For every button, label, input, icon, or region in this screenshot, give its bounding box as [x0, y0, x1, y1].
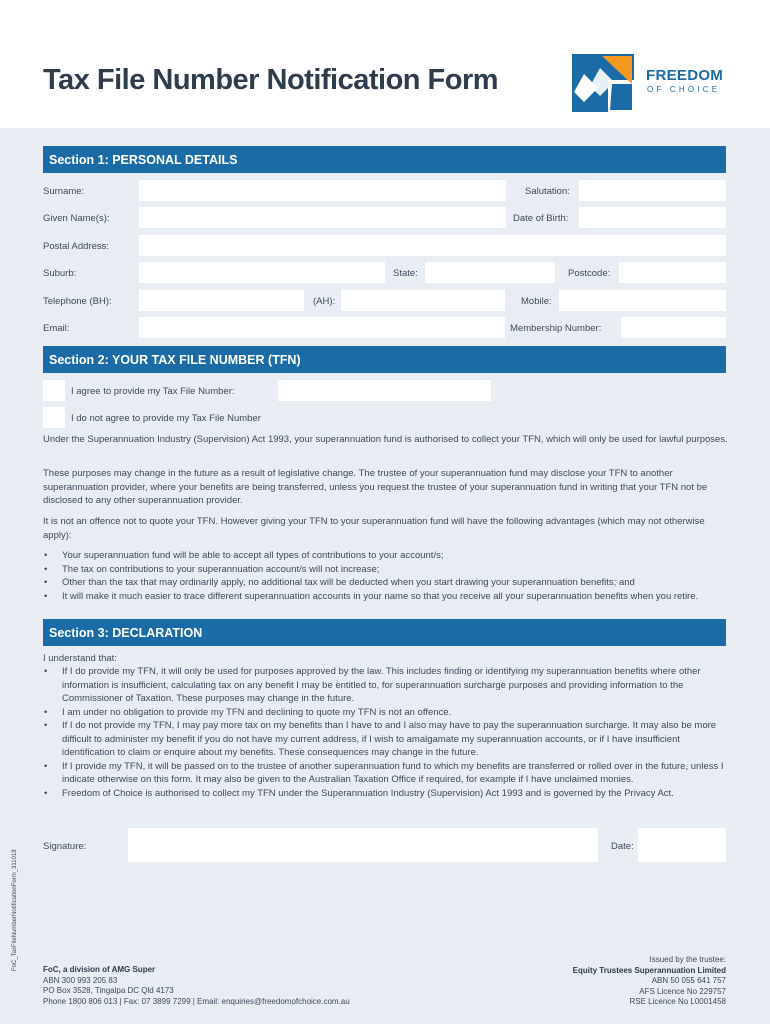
telephone-field[interactable]	[139, 290, 304, 311]
email-label: Email:	[43, 323, 70, 334]
logo-tagline: OF CHOICE	[647, 85, 721, 94]
list-item: • If I provide my TFN, it will be passed on to the trustee of another superannuation fund to which my benefits are transferred or rolled over in the future, unless I indicate otherwise on this form. It may also be given to the Australian Taxation Office if required, for example if I have unclaimed monies.	[43, 760, 728, 787]
footer-rse: RSE Licence No L0001458	[629, 997, 726, 1006]
mobile-label: Mobile:	[521, 296, 552, 307]
footer-company: FoC, a division of AMG Super	[43, 965, 156, 974]
given-names-label: Given Name(s):	[43, 213, 110, 224]
list-item: • If I do provide my TFN, it will only be used for purposes approved by the law. This includes finding or identifying my superannuation benefits where other information is insufficient, calculating tax on any benefit I may be entitled to, for superannuation surcharge purposes and providing information to the Commissioner of Taxation. These purposes may change in the future.	[43, 665, 728, 706]
telephone-label: Telephone (BH):	[43, 296, 112, 307]
agree-label: I agree to provide my Tax File Number:	[71, 386, 235, 397]
mobile-field[interactable]	[559, 290, 726, 311]
signature-field[interactable]	[128, 828, 598, 862]
logo-wordmark: FREEDOM	[646, 67, 724, 84]
surname-field[interactable]	[139, 180, 506, 201]
section1-header: Section 1: PERSONAL DETAILS	[43, 146, 726, 173]
dob-label: Date of Birth:	[513, 213, 569, 224]
footer-po: PO Box 3528, Tingalpa DC Qld 4173	[43, 986, 174, 995]
list-item: • It will make it much easier to trace different superannuation accounts in your name so that you receive all your superannuation benefits when you retire.	[43, 590, 728, 604]
salutation-field[interactable]	[579, 180, 726, 201]
footer-trustee: Equity Trustees Superannuation Limited	[572, 965, 726, 975]
list-item: • If I do not provide my TFN, I may pay more tax on my benefits than I have to and I also may have to pay the superannuation surcharge. It may also be more difficult to administer my benefit if you do not have my current address, if I wish to amalgamate my superannuation accounts, or if I have insufficient identification to claim or enquire about my benefits. These consequences may change in the future.	[43, 719, 728, 760]
suburb-label: Suburb:	[43, 268, 77, 279]
page-header	[0, 0, 770, 128]
disagree-checkbox[interactable]	[43, 407, 65, 428]
surname-label: Surname:	[43, 186, 85, 197]
membership-label: Membership Number:	[510, 323, 602, 334]
ah-field[interactable]	[341, 290, 505, 311]
given-names-field[interactable]	[139, 207, 506, 228]
disagree-label: I do not agree to provide my Tax File Number	[71, 413, 261, 424]
declaration-intro: I understand that:	[43, 653, 117, 664]
list-item: • Your superannuation fund will be able to accept all types of contributions to your account/s;	[43, 549, 728, 563]
dob-field[interactable]	[579, 207, 726, 228]
section2-header: Section 2: YOUR TAX FILE NUMBER (TFN)	[43, 346, 726, 373]
list-item: • Freedom of Choice is authorised to collect my TFN under the Superannuation Industry (Supervision) Act 1993 and is governed by the Privacy Act.	[43, 787, 728, 801]
freedom-of-choice-logo-icon	[572, 54, 634, 112]
salutation-label: Salutation:	[525, 186, 570, 197]
section3-header: Section 3: DECLARATION	[43, 619, 726, 646]
postcode-label: Postcode:	[568, 268, 611, 279]
footer-abn: ABN 300 993 205 83	[43, 975, 118, 985]
footer-contact: Phone 1800 806 013 | Fax: 07 3899 7299 | Email: enquiries@freedomofchoice.com.au	[43, 996, 350, 1006]
tfn-advantages-list	[43, 549, 728, 603]
signature-label: Signature:	[43, 841, 87, 852]
postal-address-field[interactable]	[139, 235, 726, 256]
form-code: FoC_TaxFileNumberNotificationForm_311018	[12, 849, 18, 971]
declaration-list	[43, 665, 728, 800]
postal-address-label: Postal Address:	[43, 241, 110, 252]
tfn-paragraph-3: It is not an offence not to quote your TFN. However giving your TFN to your superannuation fund will have the following advantages (which may not otherwise apply):	[43, 516, 705, 541]
tfn-paragraph-2: These purposes may change in the future as a result of legislative change. The trustee of your superannuation fund may disclose your TFN to another superannuation provider, where your benefits are being transferred, unless you request the trustee of your superannuation fund in writing that your TFN not be disclosed to any other superannuation provider.	[43, 468, 708, 506]
footer-issued: Issued by the trustee:	[649, 955, 726, 964]
membership-field[interactable]	[621, 317, 726, 338]
email-field[interactable]	[139, 317, 505, 338]
list-item: • I am under no obligation to provide my TFN and declining to quote my TFN is not an offence.	[43, 706, 728, 720]
tfn-paragraph-1: Under the Superannuation Industry (Supervision) Act 1993, your superannuation fund is authorised to collect your TFN, which will only be used for lawful purposes.	[43, 434, 728, 445]
footer-afs: AFS Licence No 229757	[639, 986, 726, 996]
ah-label: (AH):	[313, 296, 336, 307]
footer-right	[486, 955, 726, 1008]
suburb-field[interactable]	[139, 262, 385, 283]
date-label: Date:	[611, 841, 634, 852]
footer-trustee-abn: ABN 50 055 641 757	[651, 976, 726, 985]
footer-left	[43, 965, 350, 1007]
agree-checkbox[interactable]	[43, 380, 65, 401]
state-field[interactable]	[425, 262, 555, 283]
tfn-field[interactable]	[278, 380, 491, 401]
date-field[interactable]	[638, 828, 726, 862]
list-item: • Other than the tax that may ordinarily apply, no additional tax will be deducted when you start drawing your superannuation benefits; and	[43, 576, 728, 590]
postcode-field[interactable]	[619, 262, 726, 283]
list-item: • The tax on contributions to your superannuation account/s will not increase;	[43, 563, 728, 577]
state-label: State:	[393, 268, 418, 279]
page-title: Tax File Number Notification Form	[43, 64, 499, 96]
